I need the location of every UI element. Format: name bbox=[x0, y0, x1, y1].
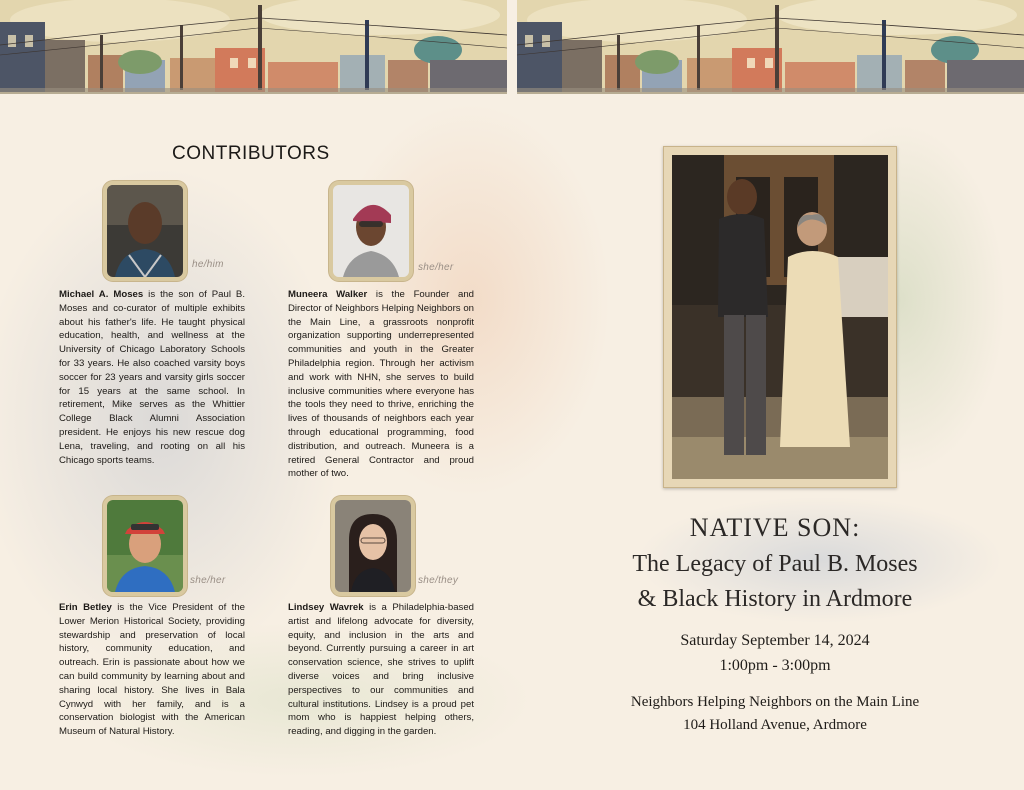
event-title-line2: The Legacy of Paul B. Moses bbox=[632, 551, 918, 577]
pronouns-muneera-walker: she/her bbox=[418, 262, 454, 273]
historic-photograph bbox=[663, 146, 897, 488]
bio-lindsey-wavrek bbox=[288, 601, 474, 739]
event-address: 104 Holland Avenue, Ardmore bbox=[683, 717, 867, 733]
event-date: Saturday September 14, 2024 bbox=[680, 632, 870, 649]
event-time: 1:00pm - 3:00pm bbox=[719, 657, 831, 674]
portrait-muneera-walker bbox=[329, 181, 413, 281]
bio-text-michael-moses: is the son of Paul B. Moses and co-curator of multiple exhibits about his father's life. He taught physical education, health, and wellness at the University of Chicago Laboratory Schools for 33 years. He also coached varsity boys soccer for 23 years and varsity girls soccer for 15 years at the same school. In retirement, Mike serves as the Whittier College Black Alumni Association president. He enjoys his new rescue dog Lena, traveling, and rooting on all his Chicago sports teams. bbox=[59, 289, 245, 466]
name-muneera-walker: Muneera Walker bbox=[288, 289, 368, 300]
name-erin-betley: Erin Betley bbox=[59, 602, 112, 613]
watercolor-street-banner-right bbox=[517, 0, 1024, 100]
pronouns-lindsey-wavrek: she/they bbox=[418, 575, 459, 586]
portrait-erin-betley bbox=[103, 496, 187, 596]
event-venue: Neighbors Helping Neighbors on the Main Line bbox=[630, 694, 920, 710]
contributors-heading: CONTRIBUTORS bbox=[172, 143, 330, 164]
event-title-line1: NATIVE SON: bbox=[689, 513, 861, 542]
bio-text-erin-betley: is the Vice President of the Lower Merion Historical Society, providing stewardship and preservation of local history, community education, and outreach. Erin is passionate about how we can build community by learning about and sharing local history. She lives in Bala Cynwyd with her family, and is a conservation biologist with the American Museum of Natural History. bbox=[59, 602, 245, 738]
bio-text-muneera-walker: is the Founder and Director of Neighbors Helping Neighbors on the Main Line, a grassroots nonprofit organization supporting underrepresented communities and youth in the Greater Philadelphia region. Through her activism and work with NHN, she serves to build inclusive communities where everyone has the tools they need to thrive, enriching the lives of thousands of neighbors each year through educational programming, food distribution, and outreach. Muneera is a retired General Contractor and proud mother of two. bbox=[288, 289, 474, 480]
name-lindsey-wavrek: Lindsey Wavrek bbox=[288, 602, 364, 613]
name-michael-moses: Michael A. Moses bbox=[59, 289, 144, 300]
bio-text-lindsey-wavrek: is a Philadelphia-based artist and lifelong advocate for diversity, equity, and inclusion in the arts and beyond. Currently pursuing a career in art conservation science, she strives to uplift diverse voices and bring inclusive perspectives to our communities and cultural institutions. Lindsey is a proud pet mom who is happiest helping others, reading, and digging in the garden. bbox=[288, 602, 474, 738]
portrait-michael-moses bbox=[103, 181, 187, 281]
bio-erin-betley bbox=[59, 601, 245, 739]
bio-muneera-walker bbox=[288, 288, 474, 481]
portrait-lindsey-wavrek bbox=[331, 496, 415, 596]
event-title-line3: & Black History in Ardmore bbox=[637, 586, 913, 612]
pronouns-michael-moses: he/him bbox=[192, 259, 224, 270]
watercolor-street-banner-left bbox=[0, 0, 507, 100]
pronouns-erin-betley: she/her bbox=[190, 575, 226, 586]
bio-michael-moses bbox=[59, 288, 245, 467]
